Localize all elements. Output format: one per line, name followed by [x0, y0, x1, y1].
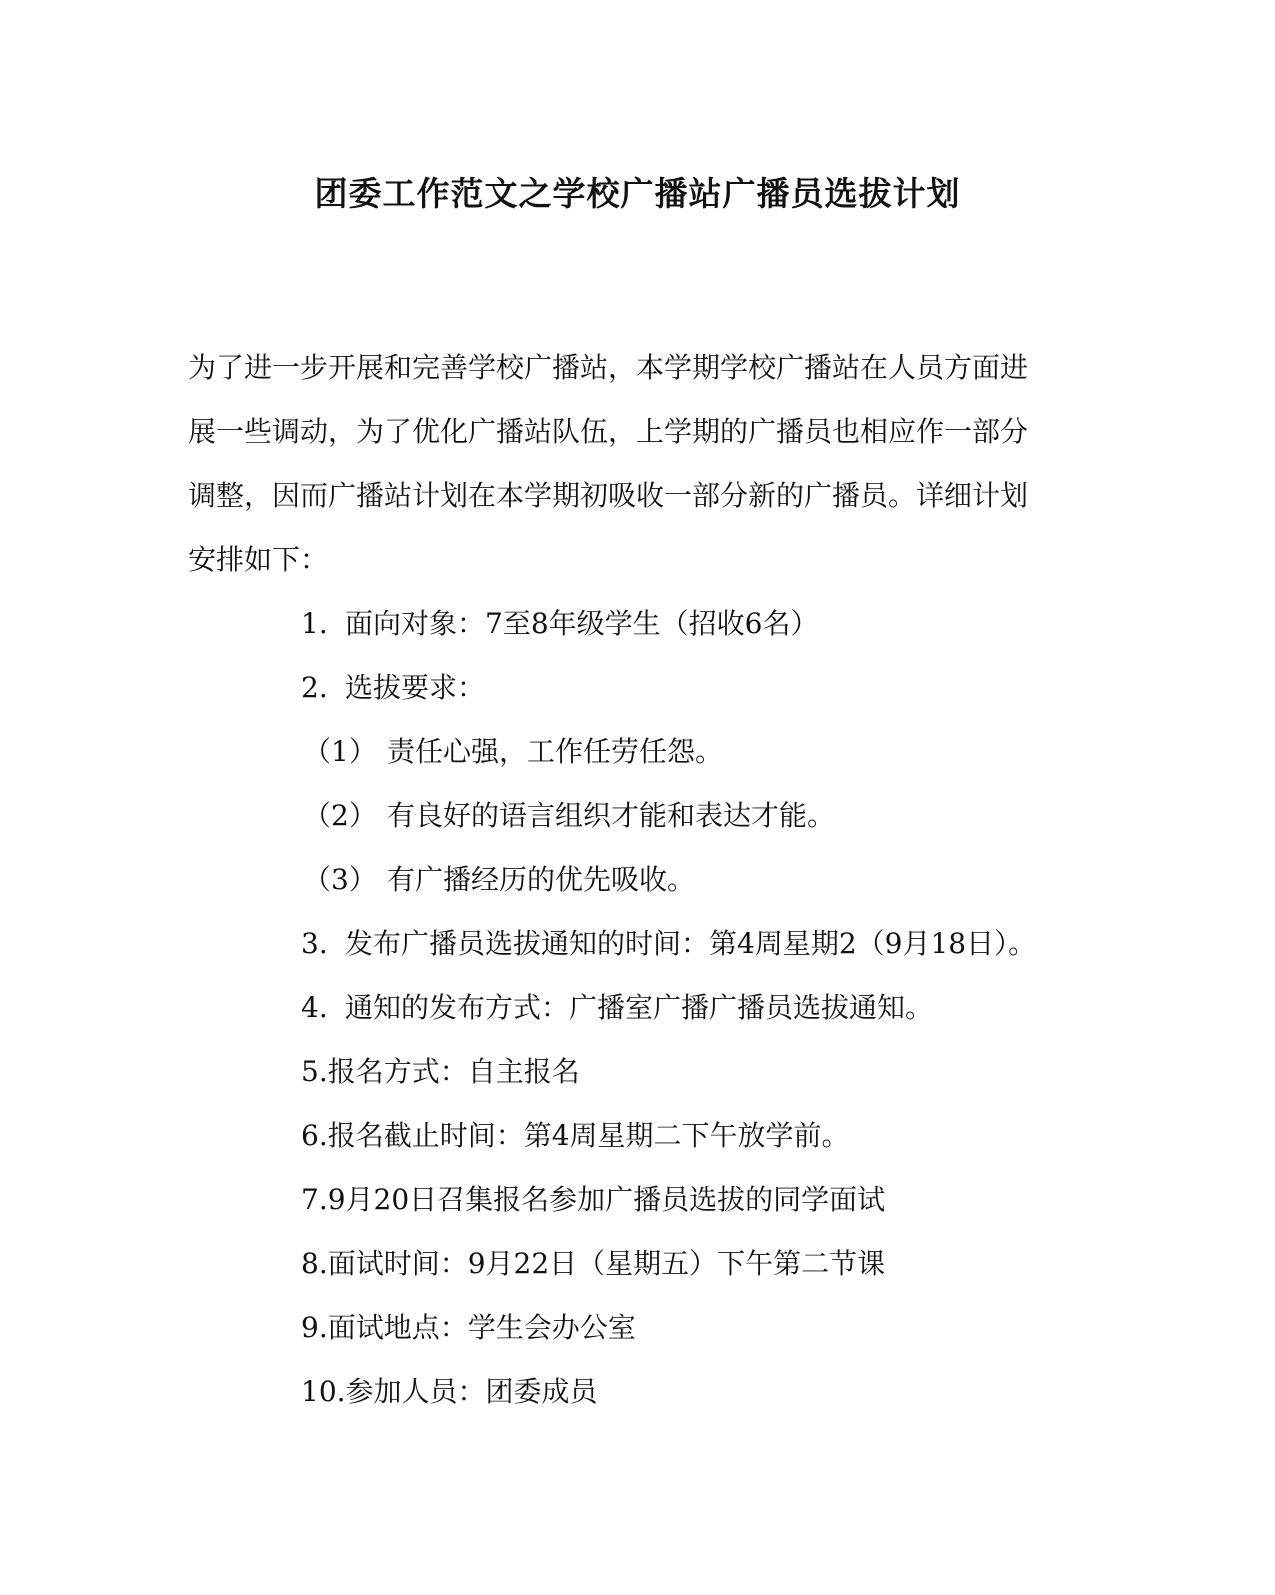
list-item — [301, 990, 933, 1026]
list-item — [301, 1054, 580, 1090]
list-item-number: 1. — [301, 607, 328, 640]
sub-list-item — [303, 798, 835, 834]
list-item-number: 5. — [301, 1055, 328, 1088]
sub-list-item — [303, 862, 695, 898]
list-item — [301, 1310, 636, 1346]
list-item — [301, 1246, 885, 1282]
intro-line: 展一些调动，为了优化广播站队伍，上学期的广播员也相应作一部分 — [188, 415, 1029, 448]
list-item-text: 参加人员：团委成员 — [345, 1375, 598, 1408]
intro-line: 为了进一步开展和完善学校广播站，本学期学校广播站在人员方面进 — [188, 351, 1029, 384]
list-item-number: 2. — [301, 671, 328, 704]
list-item-number: 7. — [301, 1183, 328, 1216]
list-item — [301, 1118, 850, 1154]
list-item-number: 9. — [301, 1311, 328, 1344]
list-item-text: 面向对象：7至8年级学生（招收6名） — [345, 607, 819, 640]
list-item — [301, 1374, 598, 1410]
list-item — [301, 926, 1036, 962]
document-title: 团委工作范文之学校广播站广播员选拔计划 — [314, 174, 961, 213]
list-item-text: 报名截止时间：第4周星期二下午放学前。 — [327, 1119, 850, 1152]
list-item — [301, 670, 485, 706]
list-item-number: 4. — [301, 991, 328, 1024]
list-item-text: 通知的发布方式：广播室广播广播员选拔通知。 — [345, 991, 934, 1024]
sub-list-item-number: （2） — [303, 799, 377, 832]
sub-list-item-text: 有良好的语言组织才能和表达才能。 — [387, 799, 836, 832]
list-item-text: 选拔要求： — [345, 671, 486, 704]
list-item-text: 面试地点：学生会办公室 — [327, 1311, 636, 1344]
list-item-text: 面试时间：9月22日（星期五）下午第二节课 — [327, 1247, 886, 1280]
list-item-number: 10. — [301, 1375, 346, 1408]
list-item-number: 3. — [301, 927, 328, 960]
list-item-number: 6. — [301, 1119, 328, 1152]
sub-list-item — [303, 734, 723, 770]
sub-list-item-number: （3） — [303, 863, 377, 896]
sub-list-item-text: 责任心强，工作任劳任怨。 — [387, 735, 724, 768]
sub-list-item-number: （1） — [303, 735, 377, 768]
list-item — [301, 1182, 885, 1218]
list-item-number: 8. — [301, 1247, 328, 1280]
list-item — [301, 606, 818, 642]
intro-line: 调整，因而广播站计划在本学期初吸收一部分新的广播员。详细计划 — [188, 479, 1029, 512]
list-item-text: 报名方式：自主报名 — [327, 1055, 580, 1088]
list-item-text: 9月20日召集报名参加广播员选拔的同学面试 — [327, 1183, 886, 1216]
intro-line: 安排如下： — [188, 543, 329, 576]
sub-list-item-text: 有广播经历的优先吸收。 — [387, 863, 696, 896]
list-item-text: 发布广播员选拔通知的时间：第4周星期2（9月18日）。 — [345, 927, 1037, 960]
